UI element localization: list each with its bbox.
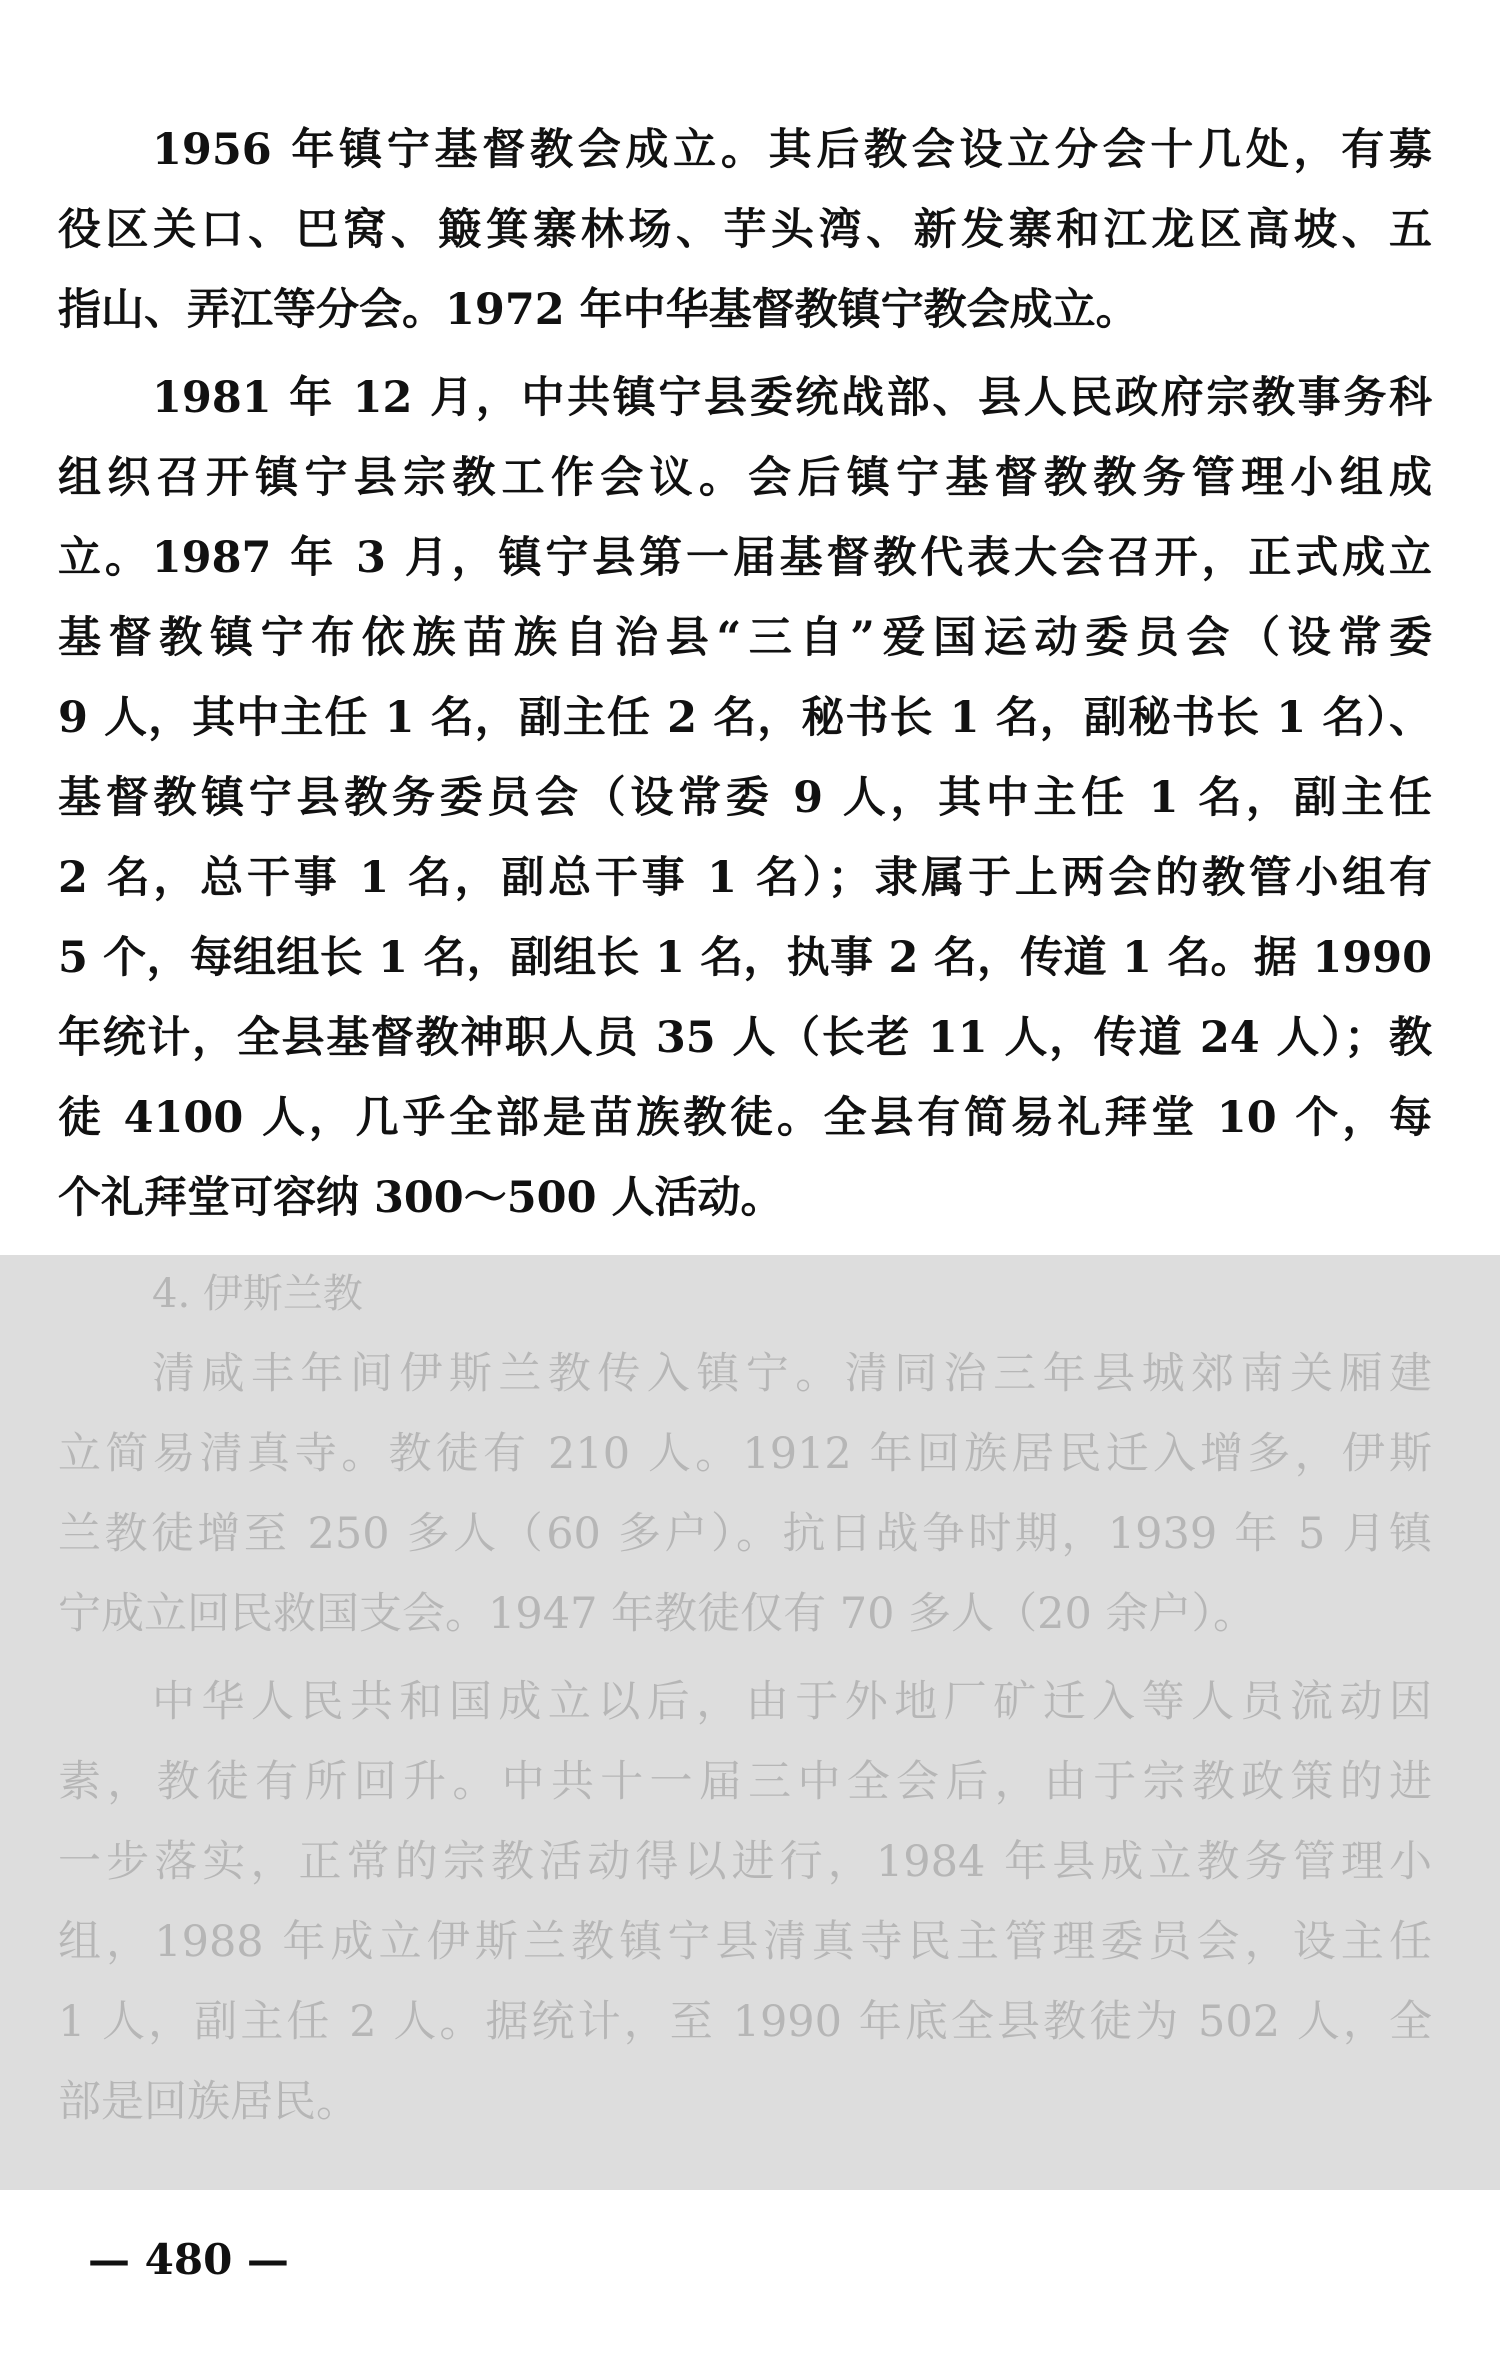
- text-line: 宁成立回民救国支会。1947 年教徒仅有 70 多人（20 余户）。: [58, 1589, 1257, 1639]
- text-line: 2 名，总干事 1 名，副总干事 1 名）；隶属于上两会的教管小组有: [58, 853, 1432, 903]
- text-line: 立简易清真寺。教徒有 210 人。1912 年回族居民迁入增多，伊斯: [58, 1429, 1432, 1479]
- text-line: 5 个，每组组长 1 名，副组长 1 名，执事 2 名，传道 1 名。据 1990: [58, 933, 1432, 983]
- text-line: 1981 年 12 月，中共镇宁县委统战部、县人民政府宗教事务科: [152, 373, 1432, 423]
- text-line: 年统计，全县基督教神职人员 35 人（长老 11 人，传道 24 人）；教: [58, 1013, 1432, 1063]
- text-line: 清咸丰年间伊斯兰教传入镇宁。清同治三年县城郊南关厢建: [152, 1349, 1432, 1399]
- text-line: 个礼拜堂可容纳 300～500 人活动。: [58, 1173, 784, 1223]
- text-line: 兰教徒增至 250 多人（60 多户）。抗日战争时期，1939 年 5 月镇: [58, 1509, 1432, 1559]
- text-line: 组织召开镇宁县宗教工作会议。会后镇宁基督教教务管理小组成: [58, 453, 1432, 503]
- text-line: 部是回族居民。: [58, 2077, 359, 2127]
- text-line: 立。1987 年 3 月，镇宁县第一届基督教代表大会召开，正式成立: [58, 533, 1432, 583]
- text-line: 基督教镇宁布依族苗族自治县“三自”爱国运动委员会（设常委: [58, 613, 1432, 663]
- text-line: 1956 年镇宁基督教会成立。其后教会设立分会十几处，有募: [152, 125, 1432, 175]
- text-line: 一步落实，正常的宗教活动得以进行，1984 年县成立教务管理小: [58, 1837, 1432, 1887]
- text-line: 基督教镇宁县教务委员会（设常委 9 人，其中主任 1 名，副主任: [58, 773, 1432, 823]
- section-heading: 4. 伊斯兰教: [152, 1271, 363, 1317]
- text-line: 9 人，其中主任 1 名，副主任 2 名，秘书长 1 名，副秘书长 1 名）、: [58, 693, 1432, 743]
- text-line: 素，教徒有所回升。中共十一届三中全会后，由于宗教政策的进: [58, 1757, 1432, 1807]
- text-line: 指山、弄江等分会。1972 年中华基督教镇宁教会成立。: [58, 285, 1139, 335]
- text-line: 徒 4100 人，几乎全部是苗族教徒。全县有简易礼拜堂 10 个，每: [58, 1093, 1432, 1143]
- text-line: 1 人，副主任 2 人。据统计，至 1990 年底全县教徒为 502 人，全: [58, 1997, 1432, 2047]
- text-line: 役区关口、巴窝、簸箕寨林场、芋头湾、新发寨和江龙区高坡、五: [58, 205, 1432, 255]
- text-line: 中华人民共和国成立以后，由于外地厂矿迁入等人员流动因: [152, 1677, 1432, 1727]
- text-line: 组，1988 年成立伊斯兰教镇宁县清真寺民主管理委员会，设主任: [58, 1917, 1432, 1967]
- page-number: — 480 —: [88, 2235, 289, 2284]
